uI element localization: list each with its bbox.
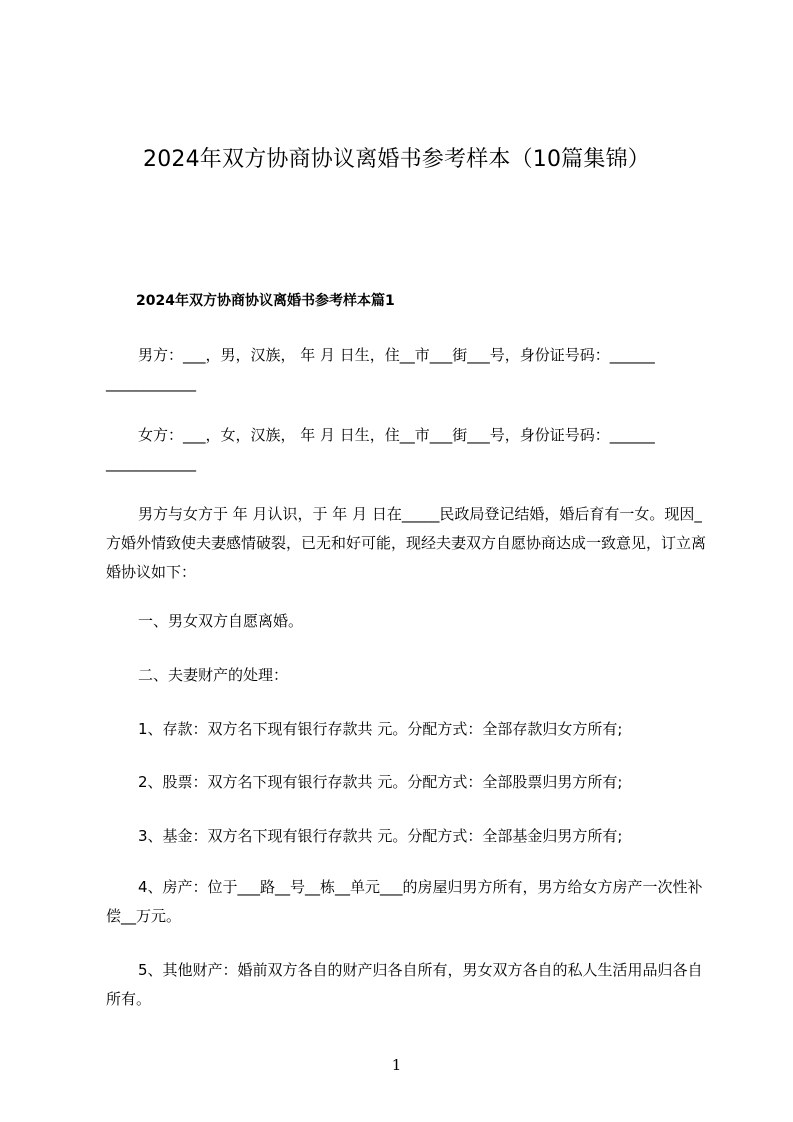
- property-item-3: 3、基金：双方名下现有银行存款共 元。分配方式：全部基金归男方所有;: [138, 827, 623, 845]
- male-party-line: 男方：___，男，汉族， 年 月 日生，住__市___街___号，身份证号码：______: [138, 346, 655, 364]
- male-id-blank: ____________: [106, 374, 196, 392]
- female-party-line: 女方：___，女，汉族， 年 月 日生，住__市___街___号，身份证号码：______: [138, 426, 655, 444]
- intro-paragraph: 男方与女方于 年 月认识，于 年 月 日在_____民政局登记结婚，婚后育有一女。现因_方婚外情致使夫妻感情破裂，已无和好可能，现经夫妻双方自愿协商达成一致意见，订立离婚协议如下：: [106, 505, 707, 581]
- property-item-4: 4、房产：位于___路__号__栋__单元___的房屋归男方所有，男方给女方房产一次性补偿__万元。: [106, 878, 703, 925]
- page-number: 1: [391, 1056, 402, 1074]
- female-id-blank: ____________: [106, 454, 196, 472]
- property-item-5: 5、其他财产：婚前双方各自的财产归各自所有，男女双方各自的私人生活用品归各自所有。: [106, 961, 703, 1008]
- property-item-2: 2、股票：双方名下现有银行存款共 元。分配方式：全部股票归男方所有;: [138, 773, 623, 791]
- section-heading: 2024年双方协商协议离婚书参考样本篇1: [136, 293, 395, 309]
- clause-1: 一、男女双方自愿离婚。: [138, 612, 304, 630]
- property-item-1: 1、存款：双方名下现有银行存款共 元。分配方式：全部存款归女方所有;: [138, 720, 623, 738]
- clause-2: 二、夫妻财产的处理：: [138, 666, 289, 684]
- document-title: 2024年双方协商协议离婚书参考样本（10篇集锦）: [143, 147, 650, 172]
